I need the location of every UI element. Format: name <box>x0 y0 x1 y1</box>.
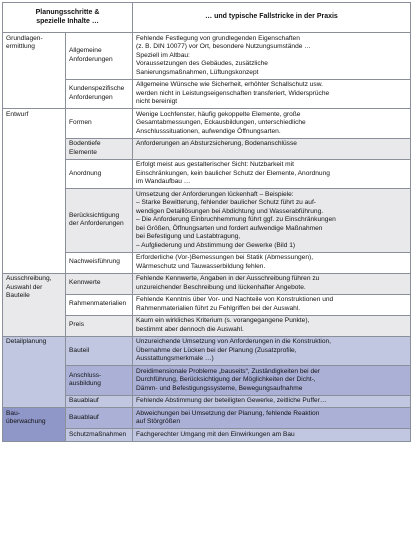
pitfall-cell: Wenige Lochfenster, häufig gekoppelte Elemente, große Gesamtabmessungen, Eckausbildungen, unterschiedliche Anschlusssituationen, aufwendige Öffnungsarten. <box>133 109 411 139</box>
step-cell: Kennwerte <box>66 273 133 294</box>
step-cell: Anordnung <box>66 159 133 189</box>
table-row <box>3 109 411 139</box>
step-cell: Anschluss- ausbildung <box>66 366 133 396</box>
step-cell: Rahmenmaterialien <box>66 294 133 315</box>
pitfall-cell: Dreidimensionale Probleme „bauseits“, Zuständigkeiten bei der Durchführung, Berücksichtigung der Möglichkeiten der Dicht-, Dämm- und Befestigungssysteme, Bewegungsaufnahme <box>133 366 411 396</box>
pitfall-cell: Anforderungen an Absturzsicherung, Bodenanschlüsse <box>133 138 411 159</box>
phase-ausschreibung: Ausschreibung, Auswahl der Bauteile <box>3 273 66 336</box>
pitfall-cell: Erfolgt meist aus gestalterischer Sicht: Nutzbarkeit mit Einschränkungen, kein baulicher Schutz der Elemente, Anordnung im Wandaufbau … <box>133 159 411 189</box>
phase-bauueberwachung: Bau- überwachung <box>3 408 66 442</box>
step-cell: Formen <box>66 109 133 139</box>
header-pitfalls: … und typische Fallstricke in der Praxis <box>133 3 411 33</box>
step-cell: Bodentiefe Elemente <box>66 138 133 159</box>
pitfall-cell: Fehlende Kennwerte, Angaben in der Ausschreibung führen zu unzureichender Beschreibung und lückenhafter Angebote. <box>133 273 411 294</box>
planning-table <box>2 2 411 442</box>
step-cell: Bauteil <box>66 336 133 366</box>
step-cell: Kundenspezifische Anforderungen <box>66 79 133 109</box>
pitfall-cell: Umsetzung der Anforderungen lückenhaft – Beispiele: – Starke Bewitterung, fehlender baulicher Schutz führt zu auf- wendigen Detaillösungen bei Abdichtung und Wasserabführung. – Die Anforderung Einbruchhemmung führt ggf. zu Einschränkungen bei Größen, Öffnungsarten und fordert aufwendige Maßnahmen bei Befestigung und Lastabtragung, – Aufgliederung und Abstimmung der Gewerke (Bild 1) <box>133 189 411 253</box>
pitfall-cell: Fehlende Abstimmung der beteiligten Gewerke, zeitliche Puffer… <box>133 395 411 408</box>
phase-entwurf: Entwurf <box>3 109 66 274</box>
pitfall-cell: Fachgerechter Umgang mit den Einwirkungen am Bau <box>133 429 411 442</box>
step-cell: Preis <box>66 315 133 336</box>
pitfall-cell: Unzureichende Umsetzung von Anforderungen in die Konstruktion, Übernahme der Lücken bei der Planung (Zusatzprofile, Ausstattungsmerkmale …) <box>133 336 411 366</box>
pitfall-cell: Kaum ein wirkliches Kriterium (s. vorangegangene Punkte), bestimmt aber dennoch die Auswahl. <box>133 315 411 336</box>
table-row <box>3 273 411 294</box>
step-cell: Berücksichtigung der Anforderungen <box>66 189 133 253</box>
header-row <box>3 3 411 33</box>
pitfall-cell: Erforderliche (Vor-)Bemessungen bei Statik (Abmessungen), Wärmeschutz und Tauwasserbildung fehlen. <box>133 252 411 273</box>
phase-detailplanung: Detailplanung <box>3 336 66 408</box>
pitfall-cell: Fehlende Festlegung von grundlegenden Eigenschaften (z. B. DIN 10077) vor Ort, besondere Nutzungsumstände … Speziell im Altbau: Voraussetzungen des Gebäudes, zusätzliche Sanierungsmaßnahmen, Lüftungskonzept <box>133 33 411 80</box>
phase-grundlagenermittlung: Grundlagen- ermittlung <box>3 33 66 109</box>
step-cell: Bauablauf <box>66 408 133 429</box>
step-cell: Bauablauf <box>66 395 133 408</box>
step-cell: Schutzmaßnahmen <box>66 429 133 442</box>
step-cell: Allgemeine Anforderungen <box>66 33 133 80</box>
header-steps: Planungsschritte & spezielle Inhalte … <box>3 3 133 33</box>
table-row <box>3 408 411 429</box>
pitfall-cell: Allgemeine Wünsche wie Sicherheit, erhöhter Schallschutz usw. werden nicht in Leistungseigenschaften transferiert, Widersprüche nicht bereinigt <box>133 79 411 109</box>
pitfall-cell: Fehlende Kenntnis über Vor- und Nachteile von Konstruktionen und Rahmenmaterialien führt zu Fehlgriffen bei der Auswahl. <box>133 294 411 315</box>
table-row <box>3 33 411 80</box>
step-cell: Nachweisführung <box>66 252 133 273</box>
pitfall-cell: Abweichungen bei Umsetzung der Planung, fehlende Reaktion auf Störgrößen <box>133 408 411 429</box>
table-row <box>3 336 411 366</box>
